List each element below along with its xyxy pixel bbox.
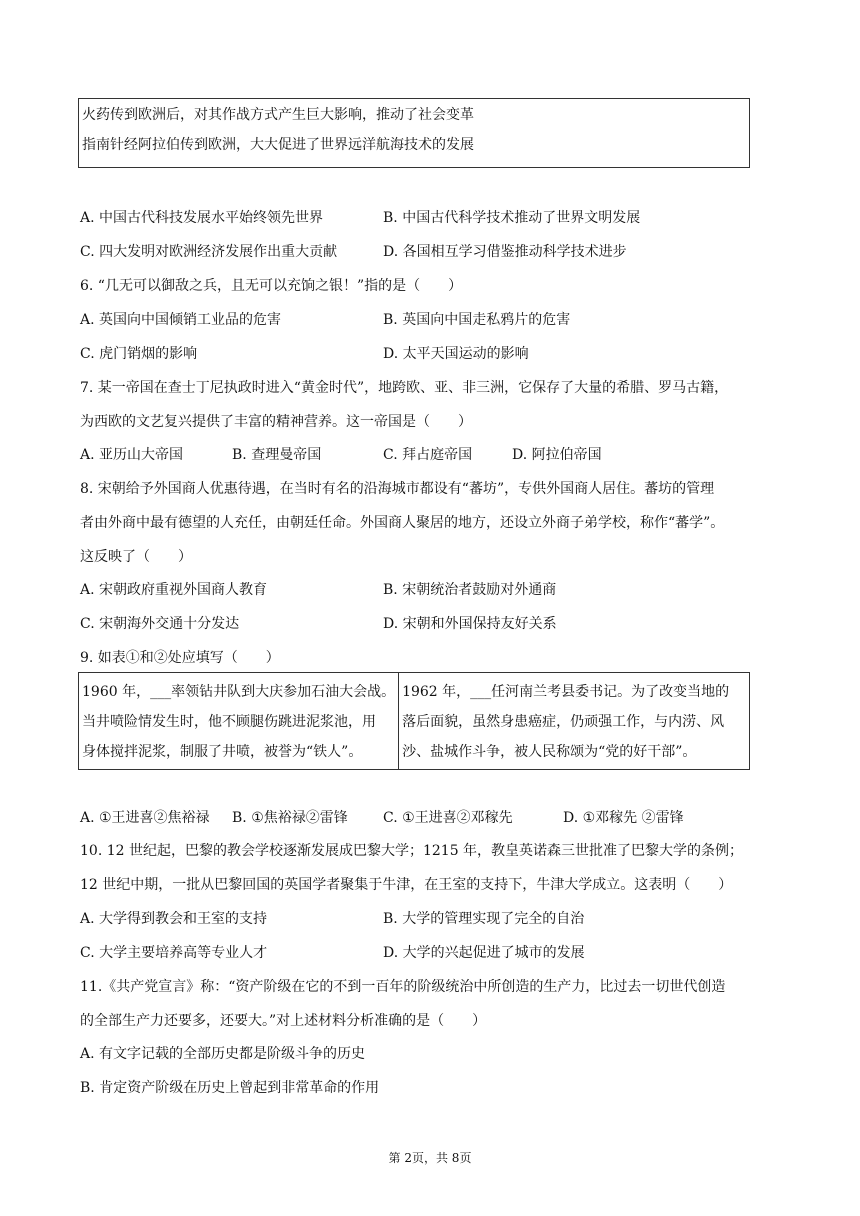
excerpt-line-1: 火药传到欧洲后，对其作战方式产生巨大影响，推动了社会变革 [82,107,474,123]
q9-left-line-1: 1960 年，___率领钻井队到大庆参加石油大会战。 [82,684,396,700]
q11-option-a: A. 有文字记载的全部历史都是阶级斗争的历史 [80,1046,366,1062]
q9-right-line-2: 落后面貌，虽然身患癌症，仍顽强工作，与内涝、风 [402,714,725,730]
q11-option-b: B. 肯定资产阶级在历史上曾起到非常革命的作用 [80,1080,380,1096]
q7-stem-line-1: 7. 某一帝国在查士丁尼执政时进入“黄金时代”，地跨欧、亚、非三洲，它保存了大量的希腊、罗马古籍， [80,380,729,396]
q8-option-a: A. 宋朝政府重视外国商人教育 [80,582,268,598]
q6-stem: 6. “几无可以御敌之兵，且无可以充饷之银！”指的是（ ） [80,278,463,294]
q5-option-c: C. 四大发明对欧洲经济发展作出重大贡献 [80,244,338,260]
q9-stem: 9. 如表①和②处应填写（ ） [80,650,280,666]
q6-option-c: C. 虎门销烟的影响 [80,346,198,362]
page-footer: 第 2页，共 8页 [388,1151,472,1165]
q9-option-d: D. ①邓稼先 ②雷锋 [563,810,684,826]
q7-option-b: B. 查理曼帝国 [232,447,322,463]
q5-option-a: A. 中国古代科技发展水平始终领先世界 [80,210,324,226]
q9-table [78,672,750,770]
q9-left-line-2: 当井喷险情发生时，他不顾腿伤跳进泥浆池，用 [82,714,376,730]
q6-option-d: D. 太平天国运动的影响 [383,346,529,362]
q9-option-a: A. ①王进喜②焦裕禄 [80,810,210,826]
q10-option-a: A. 大学得到教会和王室的支持 [80,911,268,927]
q5-option-d: D. 各国相互学习借鉴推动科学技术进步 [383,244,627,260]
q8-stem-line-1: 8. 宋朝给予外国商人优惠待遇，在当时有名的沿海城市都设有“蕃坊”，专供外国商人居住。蕃坊的管理 [80,481,715,497]
q5-option-b: B. 中国古代科学技术推动了世界文明发展 [383,210,641,226]
q8-stem-line-3: 这反映了（ ） [80,549,192,565]
q9-option-b: B. ①焦裕禄②雷锋 [232,810,348,826]
q10-option-d: D. 大学的兴起促进了城市的发展 [383,945,585,961]
q8-option-b: B. 宋朝统治者鼓励对外通商 [383,582,557,598]
q11-stem-line-1: 11.《共产党宣言》称：“资产阶级在它的不到一百年的阶级统治中所创造的生产力，比过去一切世代创造 [80,979,726,995]
q8-stem-line-2: 者由外商中最有德望的人充任，由朝廷任命。外国商人聚居的地方，还设立外商子弟学校，称作“蕃学”。 [80,515,725,531]
q9-right-line-1: 1962 年，___任河南兰考县委书记。为了改变当地的 [402,684,730,700]
q6-option-a: A. 英国向中国倾销工业品的危害 [80,312,282,328]
q9-right-line-3: 沙、盐城作斗争，被人民称颂为“党的好干部”。 [402,744,697,760]
excerpt-line-2: 指南针经阿拉伯传到欧洲，大大促进了世界远洋航海技术的发展 [82,137,474,153]
q11-stem-line-2: 的全部生产力还要多，还要大。”对上述材料分析准确的是（ ） [80,1013,487,1029]
excerpt-box [78,98,750,168]
q9-left-line-3: 身体搅拌泥浆，制服了井喷，被誉为“铁人”。 [82,744,363,760]
q9-right-cell [399,673,750,770]
table-row [79,673,750,770]
q10-option-b: B. 大学的管理实现了完全的自治 [383,911,585,927]
q10-stem-line-2: 12 世纪中期，一批从巴黎回国的英国学者聚集于牛津，在王室的支持下，牛津大学成立。这表明（ ） [80,877,733,893]
q10-stem-line-1: 10. 12 世纪起，巴黎的教会学校逐渐发展成巴黎大学；1215 年，教皇英诺森三世批准了巴黎大学的条例； [80,843,744,859]
q6-option-b: B. 英国向中国走私鸦片的危害 [383,312,571,328]
q8-option-c: C. 宋朝海外交通十分发达 [80,616,240,632]
q7-stem-line-2: 为西欧的文艺复兴提供了丰富的精神营养。这一帝国是（ ） [80,414,472,430]
q9-left-cell [79,673,399,770]
q10-option-c: C. 大学主要培养高等专业人才 [80,945,268,961]
q7-option-a: A. 亚历山大帝国 [80,447,184,463]
q8-option-d: D. 宋朝和外国保持友好关系 [383,616,557,632]
q9-option-c: C. ①王进喜②邓稼先 [383,810,513,826]
q7-option-c: C. 拜占庭帝国 [383,447,473,463]
q7-option-d: D. 阿拉伯帝国 [512,447,602,463]
